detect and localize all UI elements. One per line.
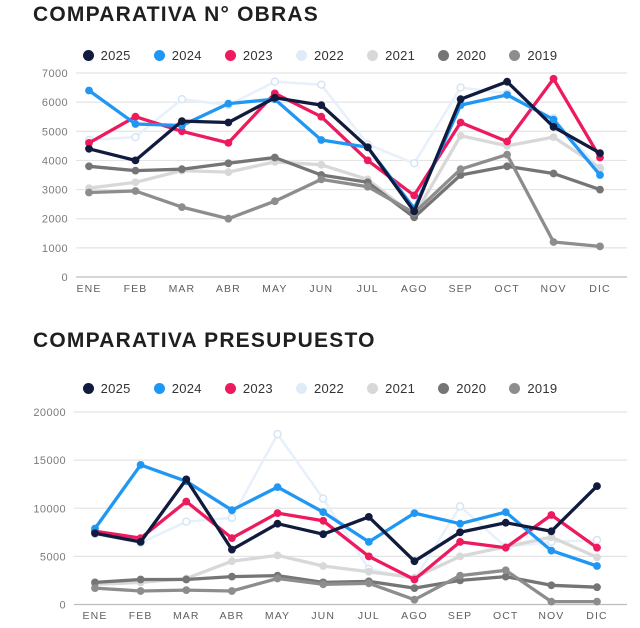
- x-axis-month-label: DIC: [586, 610, 608, 622]
- series-line-2021: [95, 537, 597, 584]
- legend-swatch-icon: [438, 50, 449, 61]
- y-axis-tick-label: 7000: [41, 68, 68, 80]
- obras-legend: [0, 48, 640, 63]
- legend-label: 2021: [385, 381, 416, 396]
- x-axis-month-label: ENE: [76, 283, 102, 295]
- series-2025: [85, 78, 604, 216]
- legend-swatch-icon: [509, 383, 520, 394]
- x-axis-month-label: NOV: [538, 610, 565, 622]
- legend-label: 2024: [171, 48, 202, 63]
- x-axis-month-label: SEP: [448, 283, 473, 295]
- x-axis-month-label: MAR: [172, 610, 200, 622]
- legend-swatch-icon: [438, 383, 449, 394]
- legend-label: 2019: [527, 381, 558, 396]
- legend-item-2024[interactable]: [154, 381, 202, 396]
- legend-item-2025[interactable]: [83, 48, 131, 63]
- x-axis-month-label: OCT: [494, 283, 520, 295]
- legend-swatch-icon: [83, 383, 94, 394]
- y-axis-tick-label: 4000: [41, 155, 68, 168]
- series-line-2024: [89, 91, 600, 209]
- y-axis-tick-label: 0: [59, 599, 66, 612]
- x-axis-month-label: FEB: [123, 283, 148, 295]
- obras-line-chart: [0, 66, 640, 298]
- legend-swatch-icon: [296, 50, 307, 61]
- y-axis-tick-label: 3000: [41, 184, 68, 197]
- legend-label: 2022: [313, 48, 345, 63]
- obras-chart-title: COMPARATIVA N° OBRAS: [33, 3, 319, 26]
- y-axis-tick-label: 20000: [33, 407, 66, 419]
- y-axis-tick-label: 2000: [41, 213, 68, 226]
- legend-item-2021[interactable]: [367, 381, 415, 396]
- x-axis-month-label: MAY: [262, 283, 288, 295]
- y-axis-tick-label: 5000: [39, 551, 66, 564]
- legend-label: 2024: [171, 381, 202, 396]
- series-line-2019: [95, 570, 597, 601]
- x-axis-month-label: JUL: [356, 283, 379, 295]
- y-axis-tick-label: 6000: [41, 97, 68, 110]
- x-axis-month-label: OCT: [492, 610, 519, 622]
- y-axis-tick-label: 1000: [41, 242, 68, 255]
- legend-swatch-icon: [367, 383, 378, 394]
- legend-label: 2021: [385, 48, 416, 63]
- legend-swatch-icon: [225, 383, 236, 394]
- x-axis-month-label: SEP: [447, 610, 473, 622]
- legend-label: 2023: [242, 381, 273, 396]
- legend-item-2020[interactable]: [438, 381, 486, 396]
- legend-swatch-icon: [154, 383, 165, 394]
- series-markers-2025: [91, 476, 601, 566]
- legend-item-2022[interactable]: [296, 381, 344, 396]
- legend-label: 2025: [100, 48, 131, 63]
- series-line-2021: [89, 136, 600, 216]
- x-axis-month-label: DIC: [589, 283, 611, 295]
- presupuesto-legend: [0, 381, 640, 396]
- legend-item-2023[interactable]: [225, 381, 273, 396]
- legend-item-2024[interactable]: [154, 48, 202, 63]
- y-axis-tick-label: 5000: [41, 126, 68, 139]
- legend-swatch-icon: [154, 50, 165, 61]
- x-axis-month-label: JUL: [357, 610, 380, 622]
- presupuesto-chart-title: COMPARATIVA PRESUPUESTO: [33, 329, 376, 352]
- legend-item-2022[interactable]: [296, 48, 344, 63]
- legend-label: 2020: [456, 381, 487, 396]
- y-axis-tick-label: 15000: [33, 455, 66, 468]
- legend-swatch-icon: [83, 50, 94, 61]
- y-axis-tick-label: 10000: [33, 503, 66, 516]
- legend-label: 2019: [527, 48, 558, 63]
- x-axis-month-label: JUN: [311, 610, 336, 622]
- legend-swatch-icon: [296, 383, 307, 394]
- x-axis-month-label: ABR: [219, 610, 245, 622]
- x-axis-month-label: ABR: [215, 283, 241, 295]
- legend-item-2019[interactable]: [509, 381, 557, 396]
- legend-swatch-icon: [225, 50, 236, 61]
- series-line-2025: [95, 479, 597, 561]
- x-axis-month-label: MAR: [168, 283, 196, 295]
- series-2025: [91, 476, 601, 566]
- legend-item-2020[interactable]: [438, 48, 486, 63]
- legend-item-2025[interactable]: [83, 381, 131, 396]
- series-markers-2019: [91, 566, 601, 605]
- legend-item-2019[interactable]: [509, 48, 557, 63]
- series-2019: [91, 566, 601, 605]
- y-axis-tick-label: 0: [61, 272, 68, 284]
- x-axis-month-label: JUN: [309, 283, 334, 295]
- legend-label: 2023: [242, 48, 273, 63]
- x-axis-month-label: AGO: [401, 610, 428, 622]
- series-line-2022: [95, 434, 597, 579]
- x-axis-month-label: MAY: [264, 610, 291, 622]
- legend-label: 2020: [456, 48, 487, 63]
- x-axis-month-label: NOV: [540, 283, 567, 295]
- presupuesto-line-chart: [0, 398, 640, 628]
- legend-item-2021[interactable]: [367, 48, 415, 63]
- legend-item-2023[interactable]: [225, 48, 273, 63]
- gridlines: [74, 412, 627, 605]
- series-2019: [85, 151, 604, 251]
- legend-swatch-icon: [367, 50, 378, 61]
- x-axis-month-label: FEB: [128, 610, 153, 622]
- x-axis-month-label: ENE: [82, 610, 108, 622]
- legend-label: 2025: [100, 381, 131, 396]
- legend-swatch-icon: [509, 50, 520, 61]
- legend-label: 2022: [313, 381, 345, 396]
- x-axis-month-label: AGO: [400, 283, 428, 295]
